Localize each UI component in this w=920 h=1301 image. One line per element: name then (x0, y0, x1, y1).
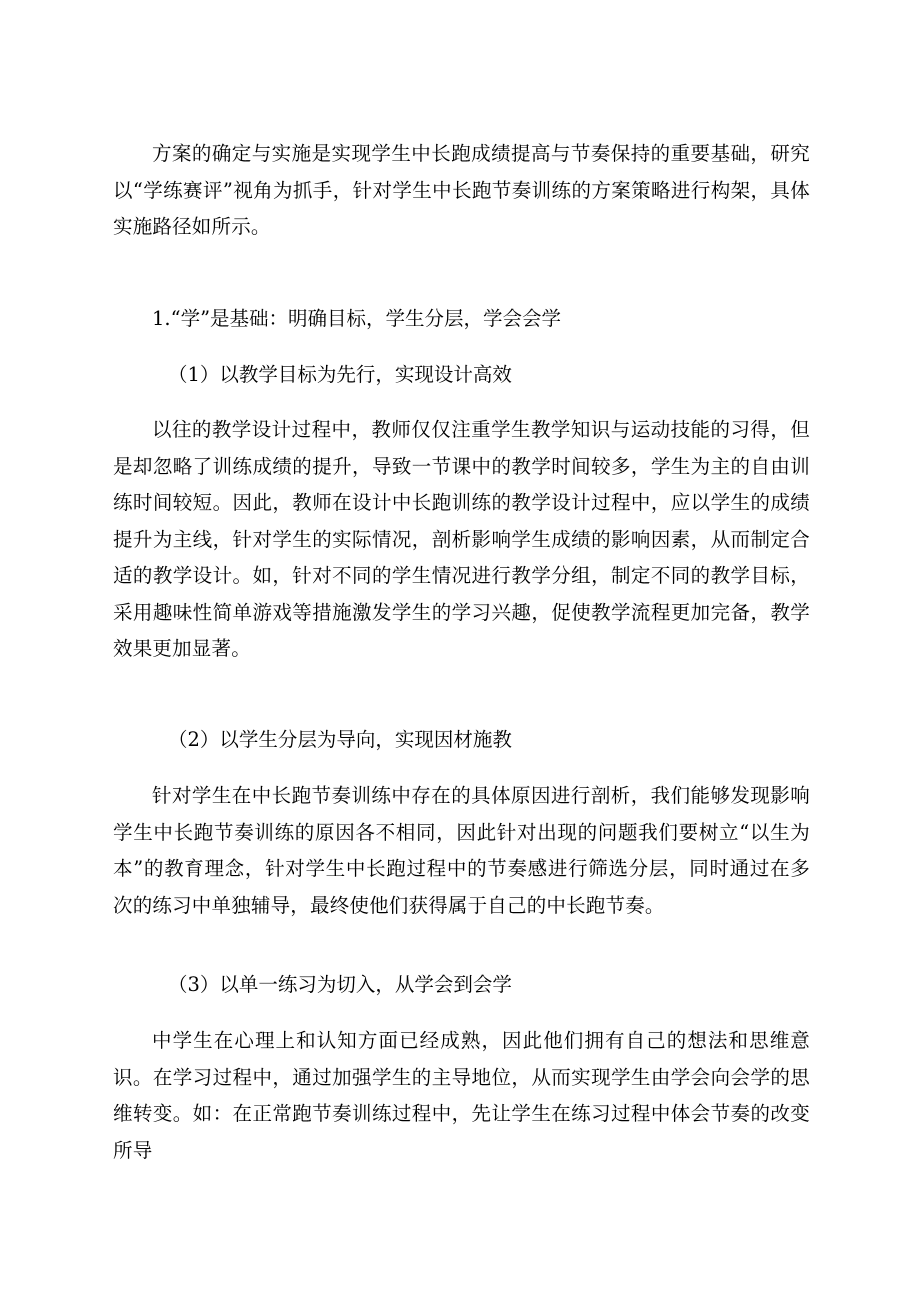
subsection-3-paragraph: 中学生在心理上和认知方面已经成熟，因此他们拥有自己的想法和思维意识。在学习过程中，通过加强学生的主导地位，从而实现学生由学会向会学的思维转变。如：在正常跑节奏训练过程中，先让学生在练习过程中体会节奏的改变所导 (113, 1029, 810, 1162)
subsection-heading-1: （1）以教学目标为先行，实现设计高效 (168, 363, 512, 386)
section-heading-1: 1.“学”是基础：明确目标，学生分层，学会会学 (152, 307, 562, 330)
subsection-2-paragraph: 针对学生在中长跑节奏训练中存在的具体原因进行剖析，我们能够发现影响学生中长跑节奏训练的原因各不相同，因此针对出现的问题我们要树立“以生为本”的教育理念，针对学生中长跑过程中的节奏感进行筛选分层，同时通过在多次的练习中单独辅导，最终使他们获得属于自己的中长跑节奏。 (113, 784, 810, 917)
intro-paragraph: 方案的确定与实施是实现学生中长跑成绩提高与节奏保持的重要基础，研究以“学练赛评”视角为抓手，针对学生中长跑节奏训练的方案策略进行构架，具体实施路径如所示。 (113, 142, 810, 238)
subsection-heading-3: （3）以单一练习为切入，从学会到会学 (168, 973, 512, 996)
subsection-1-paragraph: 以往的教学设计过程中，教师仅仅注重学生教学知识与运动技能的习得，但是却忽略了训练成绩的提升，导致一节课中的教学时间较多，学生为主的自由训练时间较短。因此，教师在设计中长跑训练的教学设计过程中，应以学生的成绩提升为主线，针对学生的实际情况，剖析影响学生成绩的影响因素，从而制定合适的教学设计。如，针对不同的学生情况进行教学分组，制定不同的教学目标，采用趣味性简单游戏等措施激发学生的学习兴趣，促使教学流程更加完备，教学效果更加显著。 (113, 418, 810, 660)
subsection-heading-2: （2）以学生分层为导向，实现因材施教 (168, 728, 512, 751)
